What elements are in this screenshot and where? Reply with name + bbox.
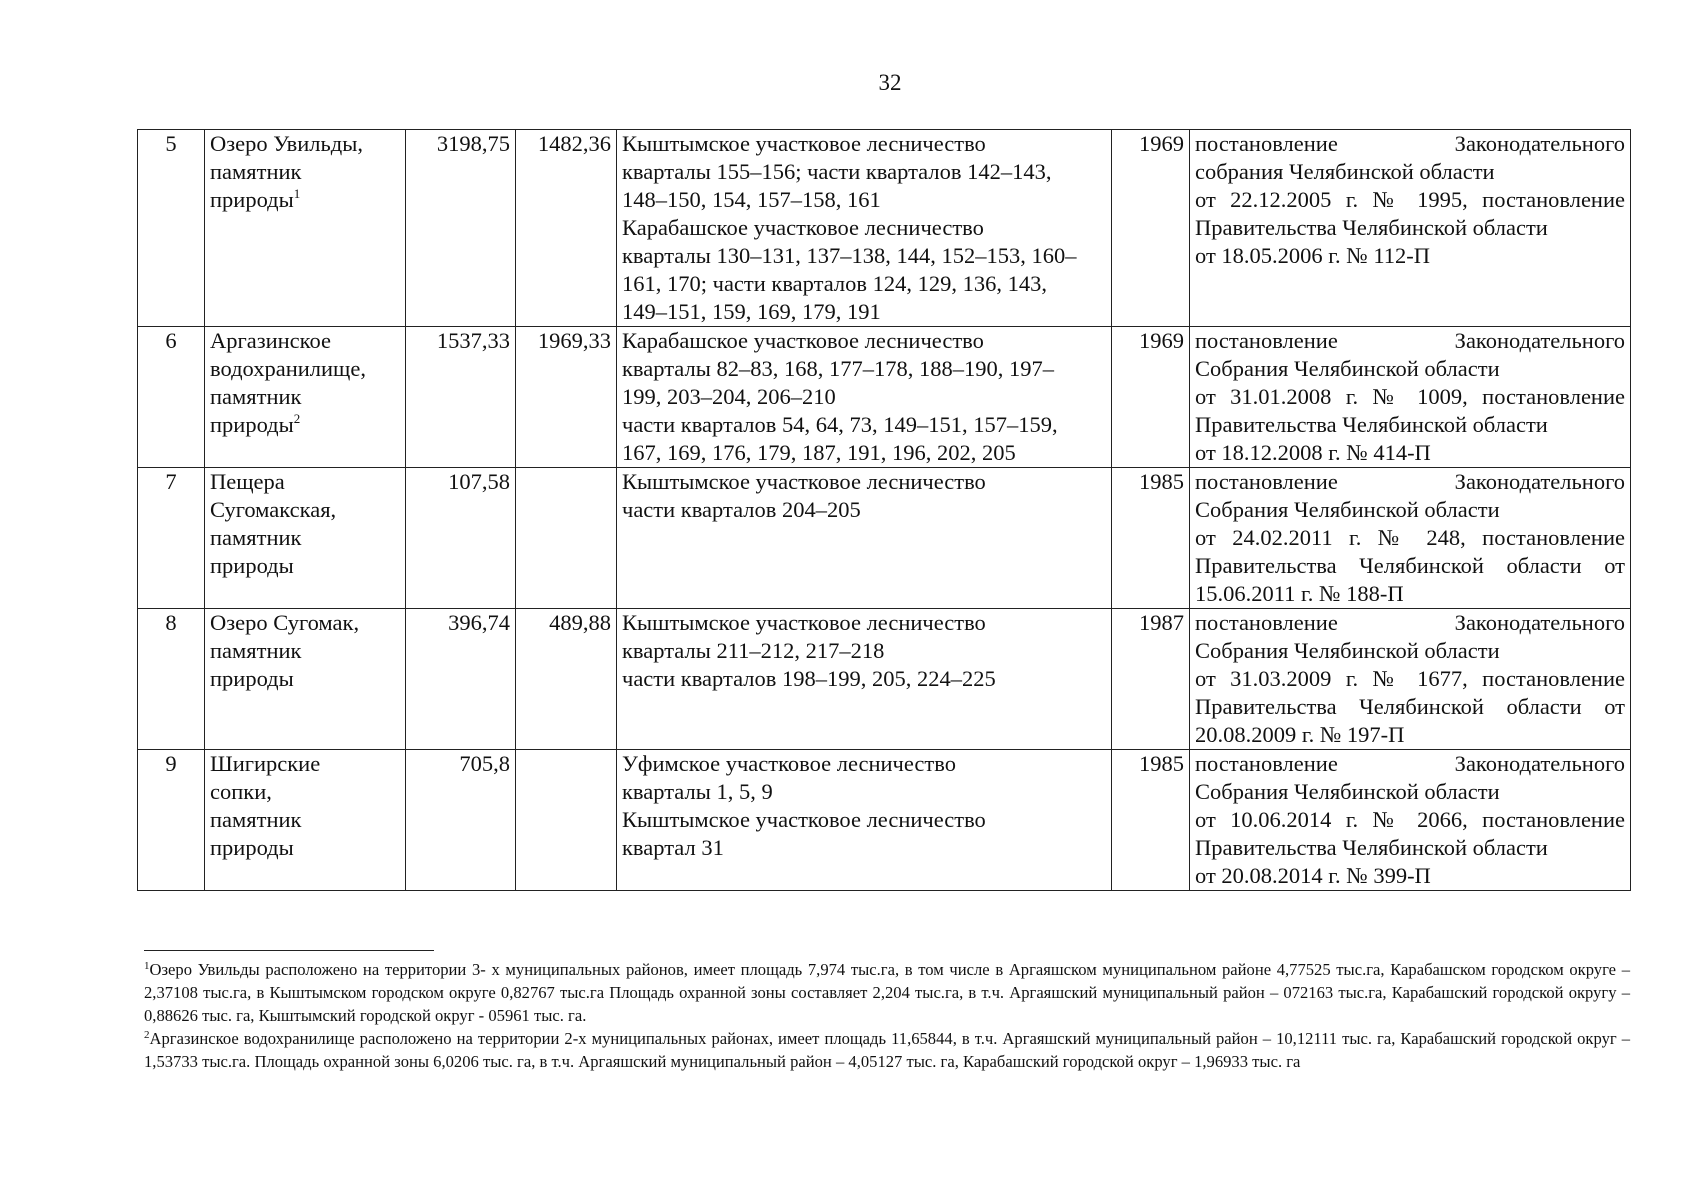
object-name-cell <box>205 468 406 609</box>
forestry-line: 161, 170; части кварталов 124, 129, 136, 143, <box>622 271 1048 296</box>
table-row <box>138 609 1631 750</box>
legal-document-line: Правительства Челябинской области от <box>1195 694 1625 719</box>
row-number: 6 <box>165 328 177 353</box>
legal-document-line: от 31.01.2008 г. № 1009, постановление <box>1195 384 1625 409</box>
footnote-mark: 1 <box>144 960 150 972</box>
forestry-line: Кыштымское участковое лесничество <box>622 807 986 832</box>
forestry-line: кварталы 82–83, 168, 177–178, 188–190, 197– <box>622 356 1054 381</box>
protection-zone-area-value: 489,88 <box>549 610 611 635</box>
table-row <box>138 750 1631 891</box>
object-name-line: Шигирские <box>210 751 321 776</box>
row-number-cell <box>138 327 205 468</box>
forestry-line: части кварталов 198–199, 205, 224–225 <box>622 666 996 691</box>
footnote-text: Аргазинское водохранилище расположено на территории 2-х муниципальных районах, имеет площадь 11,65844, в т.ч. Аргаяшский муниципальный район – 10,12111 тыс. га, Карабашский городской округ – 1,53733 тыс.га. Площадь охранной зоны 6,0206 тыс. га, в т.ч. Аргаяшский муниципальный район – 4,05127 тыс. га, Карабашский городской округ – 1,96933 тыс. га <box>144 1029 1630 1071</box>
legal-document-line: Собрания Челябинской области <box>1195 638 1500 663</box>
forestry-cell <box>617 609 1112 750</box>
footnote-reference: 2 <box>293 411 301 426</box>
object-name-line: Пещера <box>210 469 285 494</box>
table-row <box>138 468 1631 609</box>
table-body <box>138 130 1631 891</box>
object-name-line: сопки, <box>210 779 272 804</box>
protected-areas-table <box>137 129 1631 891</box>
footnote-separator <box>144 950 434 951</box>
object-name-cell <box>205 130 406 327</box>
area-value: 396,74 <box>448 610 510 635</box>
forestry-line: Кыштымское участковое лесничество <box>622 131 986 156</box>
legal-document-line: от 20.08.2014 г. № 399-П <box>1195 863 1431 888</box>
object-name-line: Сугомакская, <box>210 497 337 522</box>
forestry-line: Карабашское участковое лесничество <box>622 328 984 353</box>
protection-zone-area-cell <box>516 750 617 891</box>
forestry-line: кварталы 1, 5, 9 <box>622 779 773 804</box>
row-number: 8 <box>165 610 177 635</box>
legal-document-line: 20.08.2009 г. № 197-П <box>1195 722 1405 747</box>
area-cell <box>406 468 516 609</box>
forestry-line: Кыштымское участковое лесничество <box>622 610 986 635</box>
forestry-line: 149–151, 159, 169, 179, 191 <box>622 299 881 324</box>
year-cell <box>1112 609 1190 750</box>
protection-zone-area-cell <box>516 327 617 468</box>
forestry-line: 199, 203–204, 206–210 <box>622 384 836 409</box>
legal-document-cell <box>1190 750 1631 891</box>
year-value: 1985 <box>1139 469 1184 494</box>
table-row <box>138 130 1631 327</box>
forestry-line: квартал 31 <box>622 835 724 860</box>
object-name-line: Озеро Сугомак, <box>210 610 360 635</box>
legal-document-line: от 24.02.2011 г. № 248, постановление <box>1195 525 1625 550</box>
forestry-line: Кыштымское участковое лесничество <box>622 469 986 494</box>
protection-zone-area-cell <box>516 130 617 327</box>
object-name-line <box>210 411 400 439</box>
forestry-line: кварталы 130–131, 137–138, 144, 152–153, 160– <box>622 243 1077 268</box>
forestry-cell <box>617 468 1112 609</box>
legal-document-line: собрания Челябинской области <box>1195 159 1495 184</box>
forestry-line: части кварталов 54, 64, 73, 149–151, 157–159, <box>622 412 1058 437</box>
area-cell <box>406 609 516 750</box>
forestry-line: кварталы 211–212, 217–218 <box>622 638 885 663</box>
year-cell <box>1112 750 1190 891</box>
legal-document-line: Правительства Челябинской области от <box>1195 553 1625 578</box>
protection-zone-area-value: 1482,36 <box>537 131 611 156</box>
footnote-1 <box>144 958 1630 1027</box>
area-value: 705,8 <box>459 751 510 776</box>
row-number-cell <box>138 130 205 327</box>
object-name-line: Озеро Увильды, <box>210 131 363 156</box>
row-number: 7 <box>165 469 177 494</box>
legal-document-line: Собрания Челябинской области <box>1195 497 1500 522</box>
year-cell <box>1112 468 1190 609</box>
legal-document-line: Собрания Челябинской области <box>1195 356 1500 381</box>
legal-document-line: постановление Законодательного <box>1195 610 1625 635</box>
object-name-cell <box>205 327 406 468</box>
area-value: 1537,33 <box>436 328 510 353</box>
object-name-line: природы <box>210 553 294 578</box>
legal-document-line: Собрания Челябинской области <box>1195 779 1500 804</box>
row-number: 9 <box>165 751 177 776</box>
object-name-line: памятник <box>210 638 302 663</box>
year-value: 1985 <box>1139 751 1184 776</box>
area-cell <box>406 750 516 891</box>
row-number: 5 <box>165 131 177 156</box>
legal-document-cell <box>1190 468 1631 609</box>
legal-document-cell <box>1190 609 1631 750</box>
object-name-cell <box>205 609 406 750</box>
footnotes <box>144 958 1630 1073</box>
object-name-line: природы <box>210 835 294 860</box>
object-name-line: природы <box>210 666 294 691</box>
legal-document-line: постановление Законодательного <box>1195 328 1625 353</box>
legal-document-line: Правительства Челябинской области <box>1195 412 1548 437</box>
row-number-cell <box>138 609 205 750</box>
year-value: 1987 <box>1139 610 1184 635</box>
footnote-2 <box>144 1027 1630 1073</box>
forestry-cell <box>617 327 1112 468</box>
protection-zone-area-cell <box>516 609 617 750</box>
forestry-line: 167, 169, 176, 179, 187, 191, 196, 202, 205 <box>622 440 1016 465</box>
area-cell <box>406 130 516 327</box>
legal-document-line: постановление Законодательного <box>1195 469 1625 494</box>
object-name-text: природы <box>210 187 294 212</box>
legal-document-line: от 22.12.2005 г. № 1995, постановление <box>1195 187 1625 212</box>
legal-document-line: 15.06.2011 г. № 188-П <box>1195 581 1404 606</box>
year-cell <box>1112 130 1190 327</box>
object-name-cell <box>205 750 406 891</box>
legal-document-line: постановление Законодательного <box>1195 131 1625 156</box>
protection-zone-area-cell <box>516 468 617 609</box>
object-name-line: памятник <box>210 525 302 550</box>
page-number: 32 <box>878 70 902 95</box>
forestry-cell <box>617 750 1112 891</box>
object-name-line: памятник <box>210 807 302 832</box>
forestry-line: кварталы 155–156; части кварталов 142–143, <box>622 159 1052 184</box>
footnote-reference: 1 <box>293 186 301 201</box>
object-name-line <box>210 186 400 214</box>
object-name-line: водохранилище, <box>210 356 366 381</box>
row-number-cell <box>138 468 205 609</box>
protection-zone-area-value: 1969,33 <box>537 328 611 353</box>
area-value: 107,58 <box>448 469 510 494</box>
legal-document-line: от 18.12.2008 г. № 414-П <box>1195 440 1431 465</box>
area-value: 3198,75 <box>436 131 510 156</box>
object-name-line: памятник <box>210 384 302 409</box>
legal-document-line: от 31.03.2009 г. № 1677, постановление <box>1195 666 1625 691</box>
object-name-line: памятник <box>210 159 302 184</box>
year-value: 1969 <box>1139 328 1184 353</box>
footnote-mark: 2 <box>144 1029 150 1041</box>
forestry-line: Уфимское участковое лесничество <box>622 751 956 776</box>
year-value: 1969 <box>1139 131 1184 156</box>
legal-document-line: от 18.05.2006 г. № 112-П <box>1195 243 1430 268</box>
area-cell <box>406 327 516 468</box>
legal-document-line: постановление Законодательного <box>1195 751 1625 776</box>
forestry-line: 148–150, 154, 157–158, 161 <box>622 187 881 212</box>
forestry-cell <box>617 130 1112 327</box>
table-row <box>138 327 1631 468</box>
footnote-text: Озеро Увильды расположено на территории 3- х муниципальных районов, имеет площадь 7,974 тыс.га, в том числе в Аргаяшском муниципальном районе 4,77525 тыс.га, Карабашском городском округе – 2,37108 тыс.га, в Кыштымском городском округе 0,82767 тыс.га Площадь охранной зоны составляет 2,204 тыс.га, в т.ч. Аргаяшский муниципальный район – 072163 тыс.га, Карабашский городской округу – 0,88626 тыс. га, Кыштымский городской округ - 05961 тыс. га. <box>144 960 1630 1025</box>
row-number-cell <box>138 750 205 891</box>
legal-document-line: Правительства Челябинской области <box>1195 835 1548 860</box>
legal-document-cell <box>1190 327 1631 468</box>
object-name-line: Аргазинское <box>210 328 331 353</box>
legal-document-cell <box>1190 130 1631 327</box>
year-cell <box>1112 327 1190 468</box>
forestry-line: части кварталов 204–205 <box>622 497 861 522</box>
forestry-line: Карабашское участковое лесничество <box>622 215 984 240</box>
legal-document-line: от 10.06.2014 г. № 2066, постановление <box>1195 807 1625 832</box>
legal-document-line: Правительства Челябинской области <box>1195 215 1548 240</box>
object-name-text: природы <box>210 412 294 437</box>
